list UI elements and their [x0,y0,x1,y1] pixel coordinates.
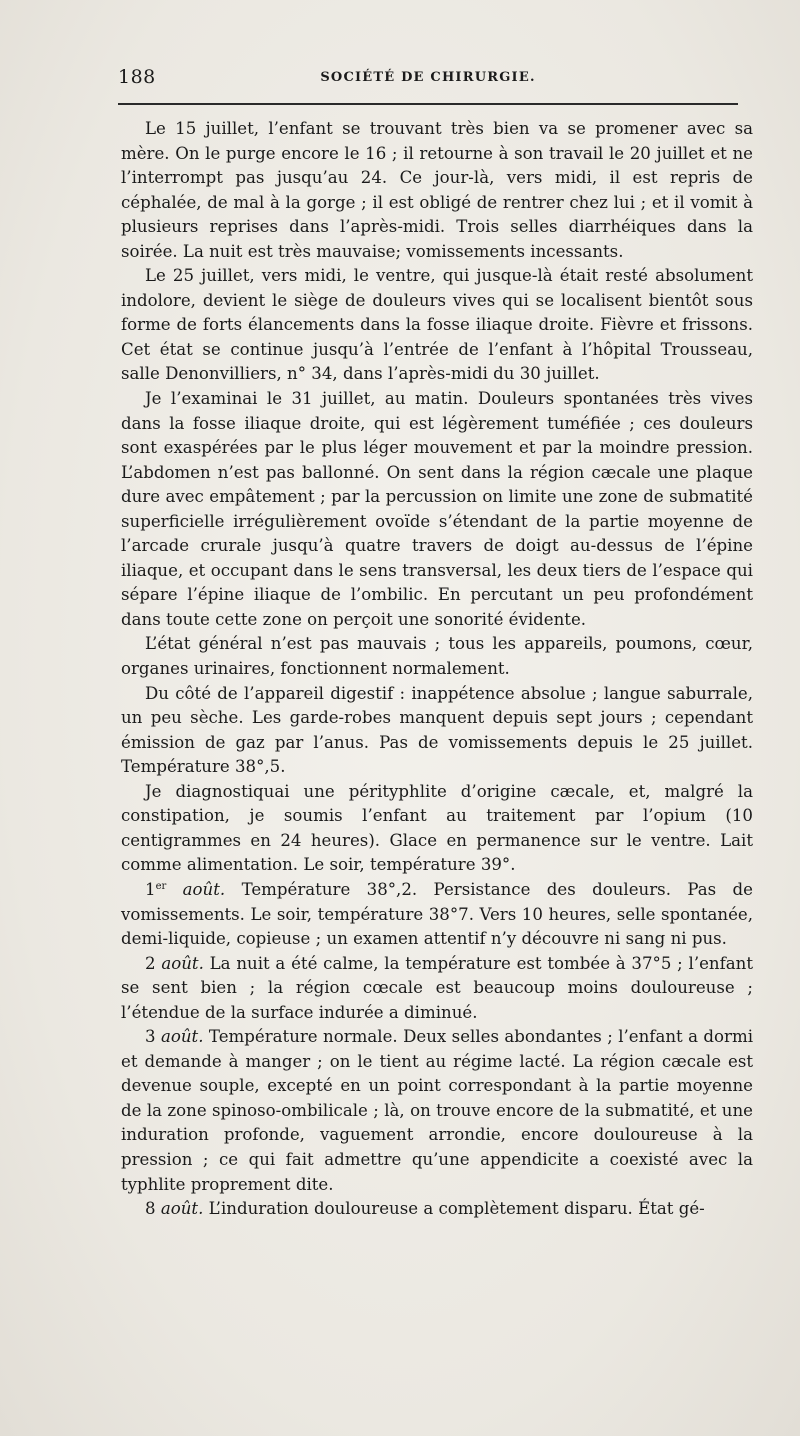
entry-date-word: août. [182,879,226,899]
dated-entry [121,1197,753,1222]
entry-date-word: août. [161,953,204,973]
header-rule [118,103,738,105]
entry-text: Température normale. Deux selles abondantes ; l’enfant a dormi et demande à manger ; on le tient au régime lacté. La région cæcale est devenue souple, excepté en un point correspondant à la partie moyenne de la zone spinoso-ombilicale ; là, on trouve encore de la submatité, et une induration profonde, vaguement arrondie, encore douloureuse à la pression ; ce qui fait admettre qu’une appendicite a coexisté avec la typhlite proprement dite. [121,1027,753,1194]
entry-date-number: 3 [145,1027,156,1047]
entry-date-word: août. [160,1199,204,1219]
page-number: 188 [118,66,156,88]
paragraph: Je diagnostiquai une pérityphlite d’origine cæcale, et, malgré la constipation, je soumis l’enfant au traitement par l’opium (10 centigrammes en 24 heures). Glace en permanence sur le ventre. Lait comme alimentation. Le soir, température 39°. [121,781,753,875]
dated-entry [121,878,753,952]
paragraph: Du côté de l’appareil digestif : inappétence absolue ; langue saburrale, un peu sèche. Les garde-robes manquent depuis sept jours ; cependant émission de gaz par l’anus. Pas de vomissements depuis le 25 juillet. Température 38°,5. [121,683,753,777]
entry-date-number: 1 [145,879,156,899]
paragraph: Je l’examinai le 31 juillet, au matin. Douleurs spontanées très vives dans la fosse iliaque droite, qui est légèrement tuméfiée ; ces douleurs sont exaspérées par le plus léger mouvement et par la moindre pression. L’abdomen n’est pas ballonné. On sent dans la région cæcale une plaque dure avec empâtement ; par la percussion on limite une zone de submatité superficielle irrégulièrement ovoïde s’étendant de la partie moyenne de l’arcade crurale jusqu’à quatre travers de doigt au-dessus de l’épine iliaque, et occupant dans le sens transversal, les deux tiers de l’espace qui sépare l’épine iliaque de l’ombilic. En percutant un peu profondément dans toute cette zone on perçoit une sonorité évidente. [121,389,753,629]
dated-entry [121,1025,753,1197]
body-text [121,117,753,1222]
entry-date-word: août. [160,1027,204,1047]
page-header [118,66,738,96]
entry-text: Température 38°,2. Persistance des douleurs. Pas de vomissements. Le soir, température 38°7. Vers 10 heures, selle spontanée, demi-liquide, copieuse ; un examen attentif n’y découvre ni sang ni pus. [121,879,753,949]
entry-text: L’induration douloureuse a complètement disparu. État gé- [208,1199,705,1219]
paragraph: L’état général n’est pas mauvais ; tous les appareils, poumons, cœur, organes urinaires, fonctionnent normalement. [121,634,753,679]
entry-text: La nuit a été calme, la température est tombée à 37°5 ; l’enfant se sent bien ; la région cœcale est beaucoup moins douloureuse ; l’étendue de la surface indurée a diminué. [121,953,754,1022]
entry-date-superscript: er [155,880,167,892]
dated-entry [121,952,753,1026]
entry-date-number: 8 [145,1199,156,1219]
paragraph: Le 25 juillet, vers midi, le ventre, qui jusque-là était resté absolument indolore, devient le siège de douleurs vives qui se localisent bientôt sous forme de forts élancements dans la fosse iliaque droite. Fièvre et frissons. Cet état se continue jusqu’à l’entrée de l’enfant à l’hôpital Trousseau, salle Denonvilliers, n° 34, dans l’après-midi du 30 juillet. [121,266,753,384]
paragraph: Le 15 juillet, l’enfant se trouvant très bien va se promener avec sa mère. On le purge encore le 16 ; il retourne à son travail le 20 juillet et ne l’interrompt pas jusqu’au 24. Ce jour-là, vers midi, il est repris de céphalée, de mal à la gorge ; il est obligé de rentrer chez lui ; et il vomit à plusieurs reprises dans l’après-midi. Trois selles diarrhéiques dans la soirée. La nuit est très mauvaise; vomissements incessants. [121,119,753,261]
entry-date-number: 2 [145,953,156,973]
running-title: SOCIÉTÉ DE CHIRURGIE. [320,70,536,85]
